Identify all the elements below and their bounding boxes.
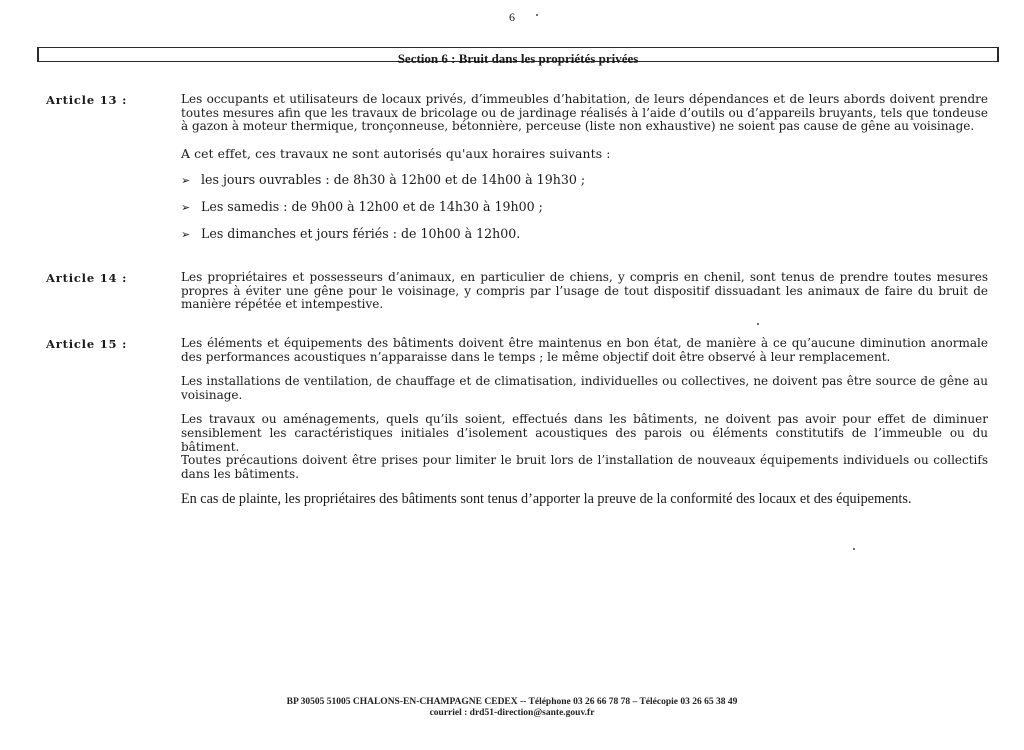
schedule-item-text: les jours ouvrables : de 8h30 à 12h00 et de 14h00 à 19h30 ; — [201, 171, 586, 187]
article-15-paragraph: En cas de plainte, les propriétaires des bâtiments sont tenus d’apporter la preuve de la conformité des locaux et des équipements. — [181, 491, 912, 508]
scan-speck — [757, 323, 759, 325]
article-14-label: Article 14 : — [46, 271, 128, 285]
arrow-bullet-icon: ➢ — [181, 227, 191, 241]
article-15-paragraph: Les installations de ventilation, de chauffage et de climatisation, individuelles ou collectives, ne doivent pas être source de gêne au voisinage. — [181, 374, 988, 402]
section-header-box — [37, 47, 999, 66]
footer-address: BP 30505 51005 CHALONS-EN-CHAMPAGNE CEDEX -- Téléphone 03 26 66 78 78 – Télécopie 03 26 65 38 49 — [286, 697, 738, 707]
scan-speck — [536, 14, 538, 16]
article-15-label: Article 15 : — [46, 337, 128, 351]
article-15-paragraph: Toutes précautions doivent être prises pour limiter le bruit lors de l’installation de nouveaux équipements individuels ou collectifs dans les bâtiments. — [181, 453, 988, 481]
schedule-item — [181, 173, 988, 188]
article-13-label: Article 13 : — [46, 93, 128, 107]
arrow-bullet-icon: ➢ — [181, 173, 191, 187]
schedule-item — [181, 227, 988, 242]
schedule-item-text: Les dimanches et jours fériés : de 10h00 à 12h00. — [201, 225, 521, 241]
article-14-body — [181, 271, 988, 312]
article-15-body — [181, 337, 988, 506]
page-number: 6 — [509, 10, 515, 24]
article-15-paragraph: Les éléments et équipements des bâtiments doivent être maintenus en bon état, de manière à ce qu’aucune diminution anormale des performances acoustiques n’apparaisse dans le temps ; le même objectif doit être observé à leur remplacement. — [181, 336, 988, 364]
article-15-paragraph: Les travaux ou aménagements, quels qu’ils soient, effectués dans les bâtiments, ne doivent pas avoir pour effet de diminuer sensiblement les caractéristiques initiales d’isolement acoustiques des parois ou éléments constitutifs de l’immeuble ou du bâtiment. — [181, 412, 988, 454]
article-13-schedule-intro: A cet effet, ces travaux ne sont autorisés qu'aux horaires suivants : — [181, 145, 611, 161]
document-footer — [0, 697, 1024, 719]
arrow-bullet-icon: ➢ — [181, 200, 191, 214]
schedule-item-text: Les samedis : de 9h00 à 12h00 et de 14h30 à 19h00 ; — [201, 198, 543, 214]
section-title: Section 6 : Bruit dans les propriétés privées — [397, 51, 639, 66]
article-13-body — [181, 93, 988, 242]
article-14-text: Les propriétaires et possesseurs d’animaux, en particulier de chiens, y compris en chenil, sont tenus de prendre toutes mesures propres à éviter une gêne pour le voisinage, y compris par l’usage de tout dispositif dissuadant les animaux de faire du bruit de manière répétée et intempestive. — [181, 270, 988, 312]
schedule-list — [181, 173, 988, 242]
schedule-item — [181, 200, 988, 215]
footer-email: courriel : drd51-direction@sante.gouv.fr — [429, 708, 595, 718]
article-13-intro: Les occupants et utilisateurs de locaux privés, d’immeubles d’habitation, de leurs dépendances et de leurs abords doivent prendre toutes mesures afin que les travaux de bricolage ou de jardinage réalisés à l’aide d’outils ou d’appareils bruyants, tels que tondeuse à gazon à moteur thermique, tronçonneuse, bétonnière, perceuse (liste non exhaustive) ne soient pas cause de gêne au voisinage. — [181, 92, 988, 134]
scan-speck — [853, 548, 855, 550]
